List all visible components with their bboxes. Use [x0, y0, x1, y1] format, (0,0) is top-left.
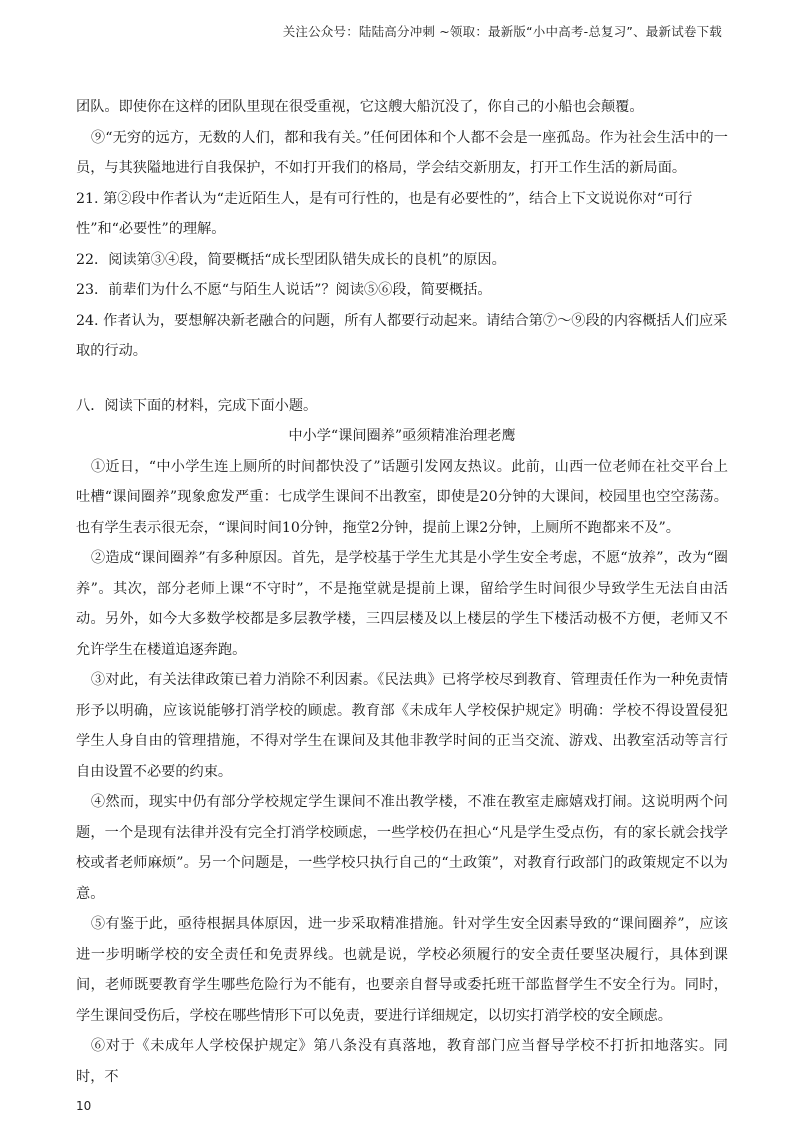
article-paragraph-3: ③对此，有关法律政策已着力消除不利因素。《民法典》已将学校尽到教育、管理责任作为一种免责情形予以明确，应该说能够打消学校的顾虑。教育部《未成年人学校保护规定》明确：学校不得设置侵犯学生人身自由的管理措施，不得对学生在课间及其他非教学时间的正当交流、游戏、出教室活动等言行自由设置不必要的约束。	[76, 672, 728, 780]
section-spacer	[76, 367, 728, 391]
page-header: 关注公众号：陆陆高分冲刺 ~领取：最新版“小中高考-总复习”、最新试卷下载	[282, 24, 722, 39]
article-paragraph-1: ①近日，“中小学生连上厕所的时间都快没了”话题引发网友热议。此前，山西一位老师在社交平台上吐槽“课间圈养”现象愈发严重：七成学生课间不出教室，即使是20分钟的大课间，校园里也空空荡荡。也有学生表示很无奈，“课间时间10分钟，拖堂2分钟，提前上课2分钟，上厕所不跑都来不及”。	[76, 458, 728, 536]
article-paragraph-4: ④然而，现实中仍有部分学校规定学生课间不准出教学楼，不准在教室走廊嬉戏打闹。这说明两个问题，一个是现有法律并没有完全打消学校顾虑，一些学校仍在担心“凡是学生受点伤，有的家长就会找学校或者老师麻烦”。另一个问题是，一些学校只执行自己的“土政策”，对教育行政部门的政策规定不以为意。	[76, 794, 728, 902]
page-number: 10	[76, 1099, 92, 1113]
section-heading: 八．阅读下面的材料，完成下面小题。	[76, 397, 318, 414]
question-21: 21. 第②段中作者认为“走近陌生人，是有可行性的，也是有必要性的”，结合上下文说说你对“可行性”和“必要性”的理解。	[76, 190, 693, 237]
article-paragraph-6: ⑥对于《未成年人学校保护规定》第八条没有真落地，教育部门应当督导学校不打折扣地落实。同时，不	[76, 1038, 728, 1085]
question-22: 22．阅读第③④段，简要概括“成长型团队错失成长的良机”的原因。	[76, 251, 506, 268]
passage-paragraph-9: ⑨“无穷的远方，无数的人们，都和我有关。”任何团体和个人都不会是一座孤岛。作为社会生活中的一员，与其狭隘地进行自我保护，不如打开我们的格局，学会结交新朋友，打开工作生活的新局面。	[76, 129, 728, 176]
passage-paragraph-continued: 团队。即使你在这样的团队里现在很受重视，它这艘大船沉没了，你自己的小船也会颠覆。	[76, 99, 644, 115]
question-23: 23．前辈们为什么不愿“与陌生人说话”？阅读⑤⑥段，简要概括。	[76, 282, 492, 298]
article-paragraph-5: ⑤有鉴于此，亟待根据具体原因，进一步采取精准措施。针对学生安全因素导致的“课间圈养”，应该进一步明晰学校的安全责任和免责界线。也就是说，学校必须履行的安全责任要坚决履行，具体到课间，老师既要教育学生哪些危险行为不能有，也要亲自督导或委托班干部监督学生不安全行为。同时，学生课间受伤后，学校在哪些情形下可以免责，要进行详细规定，以切实打消学校的安全顾虑。	[76, 916, 728, 1024]
question-24: 24. 作者认为，要想解决新老融合的问题，所有人都要行动起来。请结合第⑦～⑨段的内容概括人们应采取的行动。	[76, 312, 728, 359]
document-body	[76, 92, 728, 1092]
article-title: 中小学“课间圈养”亟须精准治理老鹰	[288, 428, 516, 444]
article-paragraph-2: ②造成“课间圈养”有多种原因。首先，是学校基于学生尤其是小学生安全考虑，不愿“放养”，改为“圈养”。其次，部分老师上课“不守时”，不是拖堂就是提前上课，留给学生时间很少导致学生无法自由活动。另外，如今大多数学校都是多层教学楼，三四层楼及以上楼层的学生下楼活动极不方便，老师又不允许学生在楼道追逐奔跑。	[76, 550, 728, 658]
